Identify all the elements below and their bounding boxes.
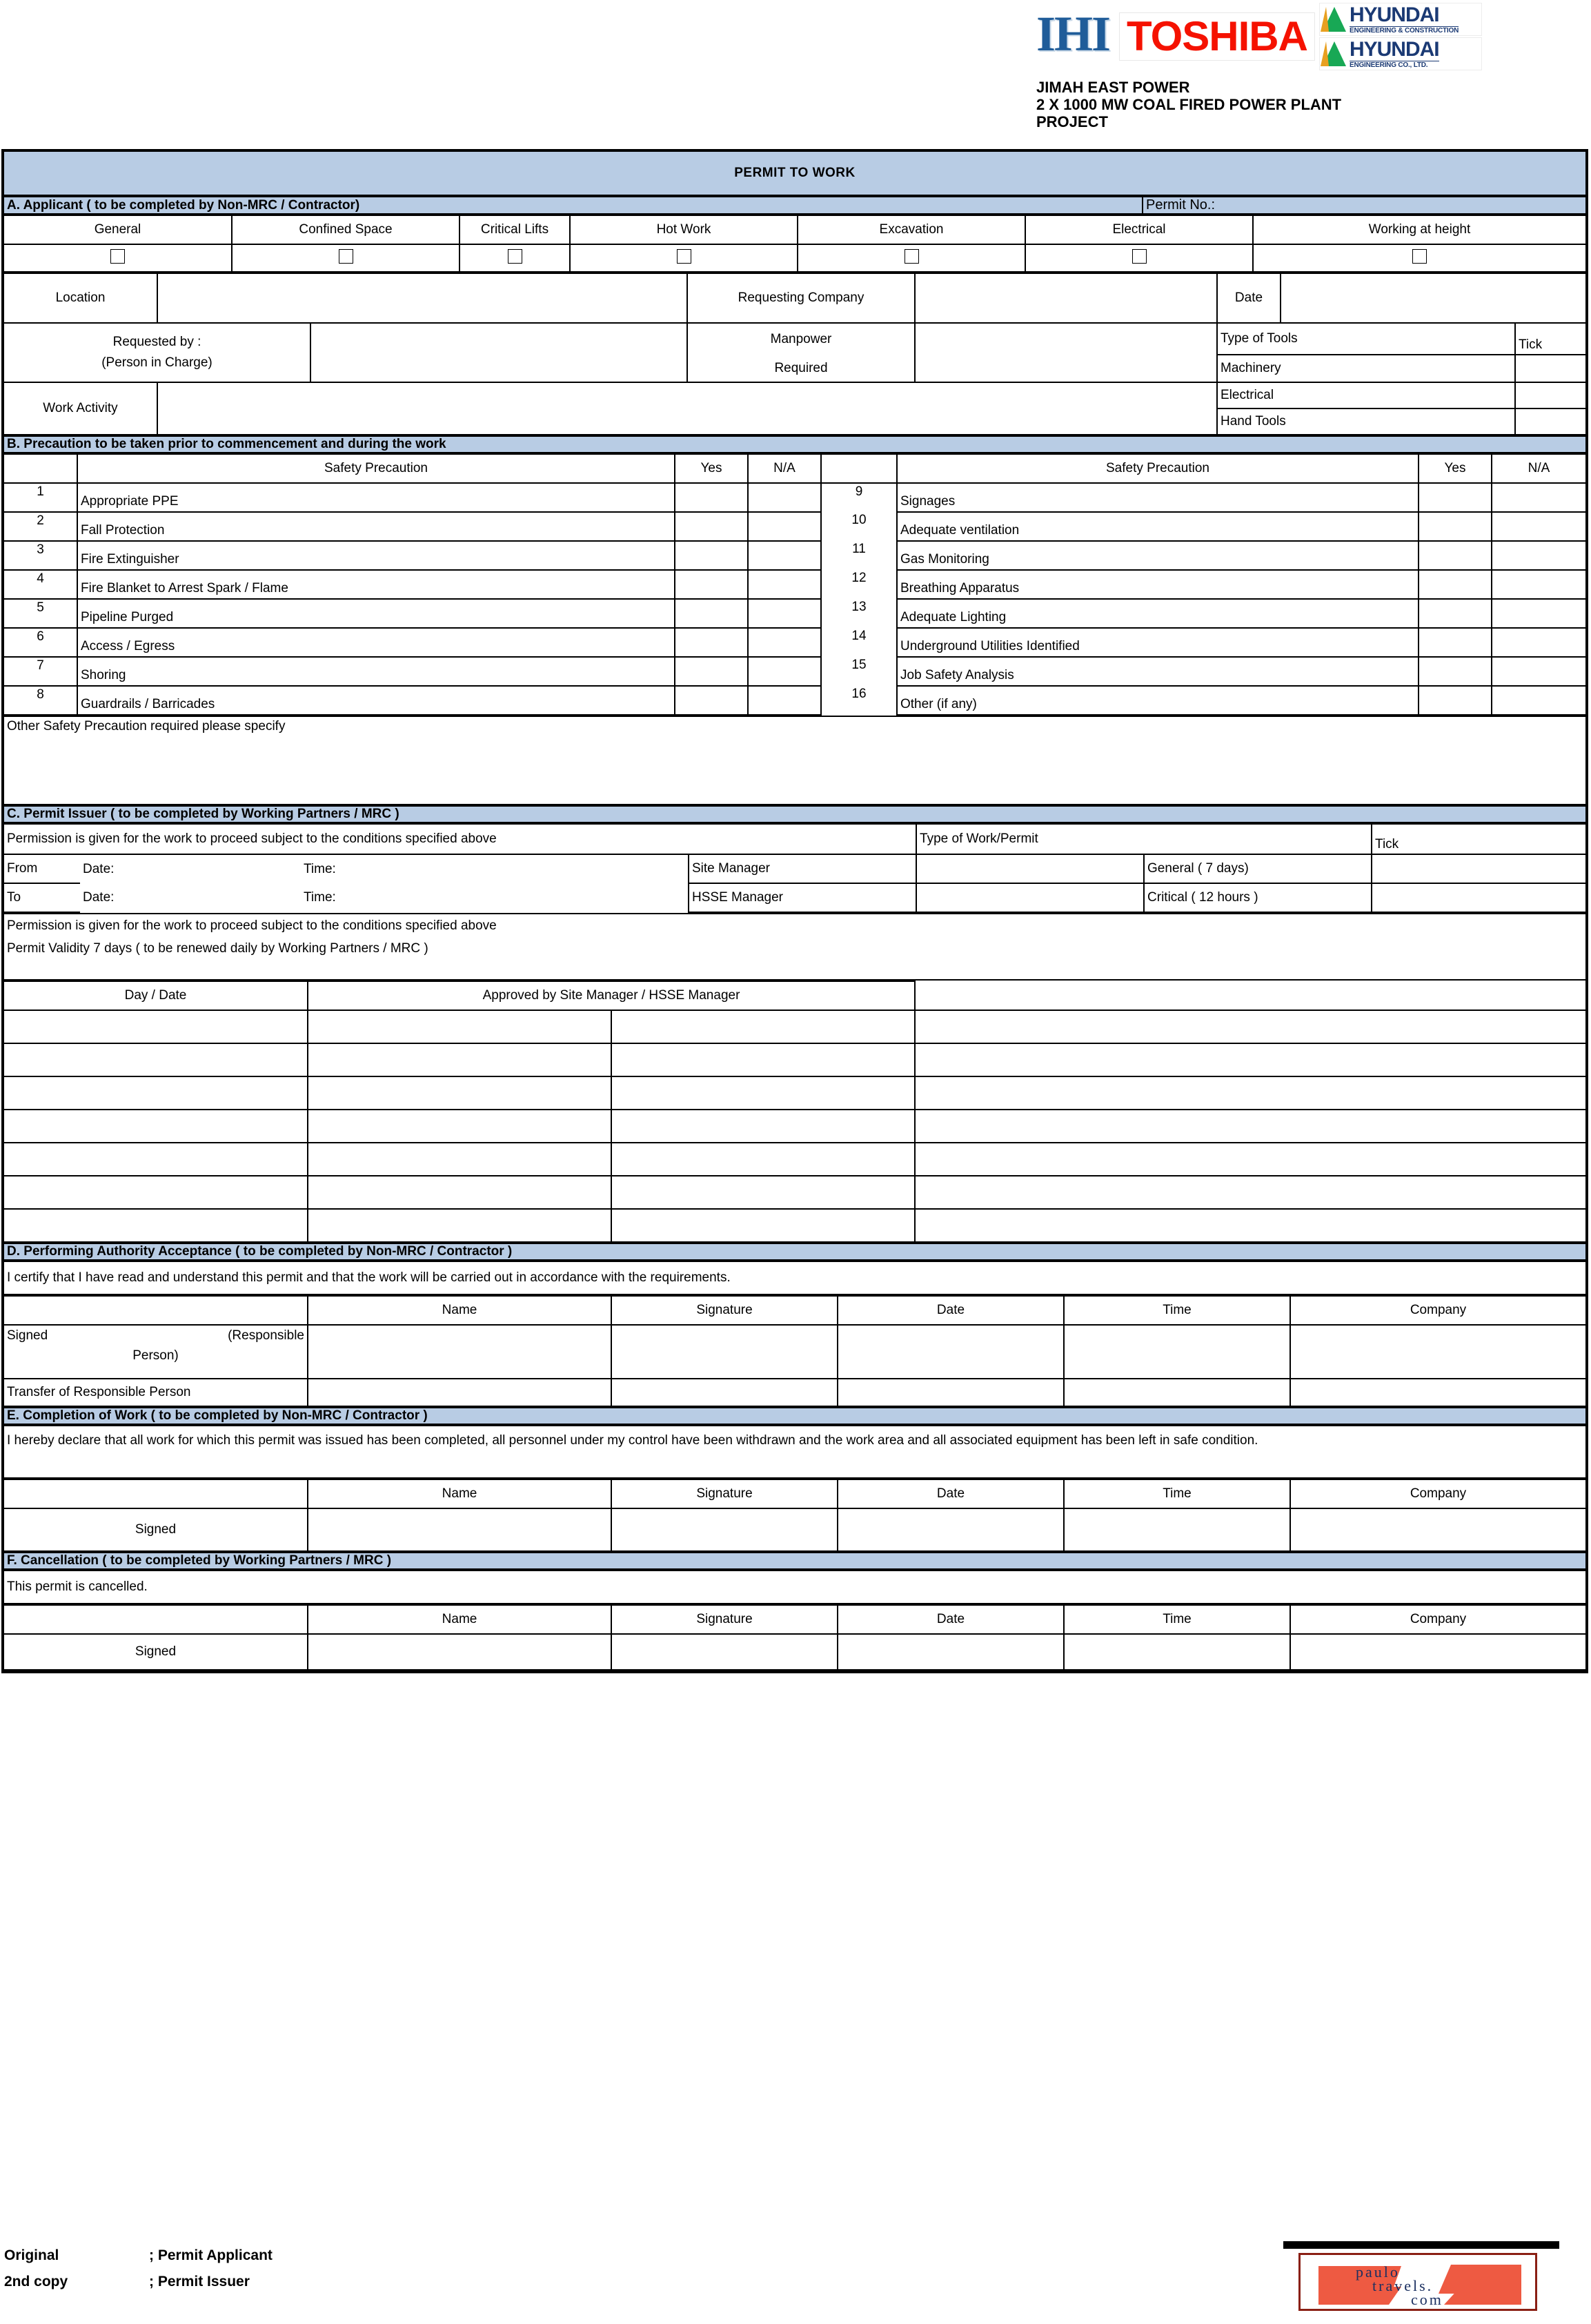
renewal-row xyxy=(4,1143,1585,1176)
permit-issuer-table xyxy=(4,823,1585,913)
precaution-yes-cell[interactable] xyxy=(675,628,748,657)
precaution-yes-cell[interactable] xyxy=(675,599,748,628)
precaution-na-cell[interactable] xyxy=(1492,599,1585,628)
precaution-na-cell[interactable] xyxy=(748,512,821,541)
work-type-label-electrical: Electrical xyxy=(1025,215,1253,244)
renewal-row xyxy=(4,1043,1585,1076)
other-precaution-label: Other Safety Precaution required please specify xyxy=(7,719,286,733)
work-type-checkbox-hotwork[interactable] xyxy=(570,244,798,272)
precaution-label: Adequate Lighting xyxy=(897,599,1419,628)
tools-row-handtools-label: Hand Tools xyxy=(1217,408,1515,435)
precaution-no: 15 xyxy=(851,658,867,672)
precaution-no: 7 xyxy=(4,657,77,686)
precaution-na-cell[interactable] xyxy=(748,570,821,599)
precaution-na-cell[interactable] xyxy=(1492,541,1585,570)
hsse-manager-value[interactable] xyxy=(916,883,1144,912)
renewal-col-approved-by: Approved by Site Manager / HSSE Manager xyxy=(308,981,915,1010)
hyundai-ec-logo xyxy=(1319,3,1482,36)
precaution-yes-cell[interactable] xyxy=(1419,628,1492,657)
renewal-spare-cell[interactable] xyxy=(915,1010,1585,1043)
permit-no-field[interactable] xyxy=(1143,197,1585,214)
renewal-approval-cell-2[interactable] xyxy=(611,1010,915,1043)
requesting-company-label: Requesting Company xyxy=(687,273,915,323)
precaution-no: 8 xyxy=(4,686,77,715)
section-e-header xyxy=(4,1407,1585,1425)
precaution-no: 9 xyxy=(855,484,863,499)
permit-validity-block xyxy=(4,913,1585,981)
precaution-label: Appropriate PPE xyxy=(77,483,675,512)
renewal-row xyxy=(4,1076,1585,1110)
left-no-header xyxy=(4,454,77,483)
manpower-label-1: Manpower xyxy=(687,323,915,355)
renewal-approval-cell-2[interactable] xyxy=(611,1076,915,1110)
renewal-approval-cell-2[interactable] xyxy=(611,1043,915,1076)
watermark-line-3: com xyxy=(1411,2291,1443,2308)
date-label-text: Date: xyxy=(83,861,115,876)
d-row2-date[interactable] xyxy=(838,1379,1064,1406)
renewal-day-date-cell[interactable] xyxy=(4,1176,308,1209)
d-row1-time[interactable] xyxy=(1064,1325,1290,1379)
site-manager-label: Site Manager xyxy=(689,854,916,883)
f-col-time: Time xyxy=(1064,1605,1290,1634)
footer-row-original xyxy=(4,2243,273,2269)
document-header xyxy=(1021,3,1587,145)
precaution-yes-cell[interactable] xyxy=(1419,686,1492,715)
d-responsible-text: (Responsible xyxy=(228,1328,304,1343)
tools-row-machinery-label: Machinery xyxy=(1217,355,1515,382)
renewal-approval-cell-1[interactable] xyxy=(308,1010,611,1043)
manpower-label-2: Required xyxy=(687,355,915,382)
renewal-spare-cell[interactable] xyxy=(915,1209,1585,1242)
section-d-certify-block xyxy=(4,1261,1585,1295)
project-line-1: JIMAH EAST POWER xyxy=(1036,79,1190,96)
section-b-heading: B. Precaution to be taken prior to commencement and during the work xyxy=(4,436,1585,453)
precaution-yes-cell[interactable] xyxy=(1419,512,1492,541)
section-d-heading: D. Performing Authority Acceptance ( to be completed by Non-MRC / Contractor ) xyxy=(4,1243,1585,1260)
precaution-label: Guardrails / Barricades xyxy=(77,686,675,715)
hyundai-eng-logo xyxy=(1319,37,1482,70)
f-row-label-header xyxy=(4,1605,308,1634)
performing-authority-table xyxy=(4,1295,1585,1407)
completion-table xyxy=(4,1479,1585,1552)
hyundai-triangle-icon xyxy=(1320,6,1347,33)
form-title-band xyxy=(4,152,1585,196)
d-row1-date[interactable] xyxy=(838,1325,1064,1379)
precaution-no: 11 xyxy=(852,542,866,556)
work-type-label-critical: Critical Lifts xyxy=(459,215,570,244)
tools-tick-header: Tick xyxy=(1515,323,1585,355)
safety-precaution-table xyxy=(4,453,1585,716)
renewal-day-date-cell[interactable] xyxy=(4,1209,308,1242)
from-label: From xyxy=(4,854,80,883)
declare-text: I hereby declare that all work for which this permit was issued has been completed, all personnel under my control have been withdrawn and the work area and all associated equipment has been left in safe condition. xyxy=(4,1426,1585,1478)
f-signed-label: Signed xyxy=(4,1634,308,1671)
site-manager-value[interactable] xyxy=(916,854,1144,883)
work-type-label-hotwork: Hot Work xyxy=(570,215,798,244)
work-type-label-height: Working at height xyxy=(1253,215,1585,244)
renewal-spare-cell[interactable] xyxy=(915,1143,1585,1176)
e-col-name: Name xyxy=(308,1479,611,1508)
work-permit-tick-header: Tick xyxy=(1372,824,1585,854)
work-type-checkbox-confined[interactable] xyxy=(232,244,459,272)
f-col-date: Date xyxy=(838,1605,1064,1634)
footer-2nd-copy-key: 2nd copy xyxy=(4,2274,68,2289)
renewal-day-date-cell[interactable] xyxy=(4,1043,308,1076)
d-row-label-header xyxy=(4,1296,308,1325)
section-e-heading: E. Completion of Work ( to be completed by Non-MRC / Contractor ) xyxy=(4,1408,1585,1424)
tools-row-handtools-tick[interactable] xyxy=(1515,408,1585,435)
section-f-heading: F. Cancellation ( to be completed by Working Partners / MRC ) xyxy=(4,1553,1585,1569)
precaution-na-cell[interactable] xyxy=(748,628,821,657)
precaution-yes-cell[interactable] xyxy=(675,657,748,686)
permit-no-label: Permit No.: xyxy=(1146,197,1216,213)
project-line-3: PROJECT xyxy=(1036,113,1108,130)
precaution-label: Underground Utilities Identified xyxy=(897,628,1419,657)
location-label: Location xyxy=(4,273,157,323)
precaution-label: Gas Monitoring xyxy=(897,541,1419,570)
right-no-header xyxy=(821,454,897,483)
renewal-approval-cell-2[interactable] xyxy=(611,1209,915,1242)
to-label: To xyxy=(4,883,80,912)
precaution-label: Fire Extinguisher xyxy=(77,541,675,570)
precaution-na-cell[interactable] xyxy=(748,541,821,570)
precaution-yes-cell[interactable] xyxy=(1419,599,1492,628)
precaution-row xyxy=(4,628,1585,657)
precaution-na-cell[interactable] xyxy=(1492,657,1585,686)
d-col-date: Date xyxy=(838,1296,1064,1325)
precaution-yes-cell[interactable] xyxy=(675,541,748,570)
daily-renewal-table xyxy=(4,981,1585,1243)
requested-by-line-1: Requested by : xyxy=(112,335,201,349)
right-precaution-header: Safety Precaution xyxy=(897,454,1419,483)
renewal-approval-cell-1[interactable] xyxy=(308,1176,611,1209)
precaution-na-cell[interactable] xyxy=(1492,570,1585,599)
d-row1-signature[interactable] xyxy=(611,1325,838,1379)
renewal-approval-cell-1[interactable] xyxy=(308,1143,611,1176)
renewal-approval-cell-2[interactable] xyxy=(611,1143,915,1176)
renewal-row xyxy=(4,1010,1585,1043)
section-a-heading: A. Applicant ( to be completed by Non-MRC / Contractor) xyxy=(4,197,1143,214)
precaution-na-cell[interactable] xyxy=(748,657,821,686)
renewal-day-date-cell[interactable] xyxy=(4,1143,308,1176)
hyundai-ec-name: HYUNDAI xyxy=(1349,3,1439,26)
renewal-row xyxy=(4,1176,1585,1209)
checkbox-icon xyxy=(677,249,691,264)
renewal-day-date-cell[interactable] xyxy=(4,1110,308,1143)
d-row2-time[interactable] xyxy=(1064,1379,1290,1406)
left-na-header: N/A xyxy=(748,454,821,483)
precaution-no: 16 xyxy=(851,687,867,701)
work-type-checkbox-height[interactable] xyxy=(1253,244,1585,272)
e-col-company: Company xyxy=(1290,1479,1585,1508)
precaution-yes-cell[interactable] xyxy=(675,686,748,715)
watermark-line-2: travels. xyxy=(1372,2277,1434,2294)
checkbox-icon xyxy=(1132,249,1147,264)
precaution-label: Adequate ventilation xyxy=(897,512,1419,541)
toshiba-logo-text: TOSHIBA xyxy=(1127,13,1307,59)
precaution-na-cell[interactable] xyxy=(1492,483,1585,512)
footer-original-val: ; Permit Applicant xyxy=(149,2247,273,2263)
d-col-time: Time xyxy=(1064,1296,1290,1325)
work-permit-tick-general[interactable] xyxy=(1372,854,1585,883)
precaution-na-cell[interactable] xyxy=(1492,512,1585,541)
right-yes-header: Yes xyxy=(1419,454,1492,483)
requested-by-value[interactable] xyxy=(310,323,687,382)
toshiba-logo xyxy=(1119,12,1315,61)
tools-row-electrical-label: Electrical xyxy=(1217,382,1515,408)
f-col-signature: Signature xyxy=(611,1605,838,1634)
renewal-spare-cell[interactable] xyxy=(915,1076,1585,1110)
e-row-company[interactable] xyxy=(1290,1508,1585,1551)
precaution-label: Job Safety Analysis xyxy=(897,657,1419,686)
e-col-time: Time xyxy=(1064,1479,1290,1508)
precaution-label: Pipeline Purged xyxy=(77,599,675,628)
e-row-signature[interactable] xyxy=(611,1508,838,1551)
permit-validity-cell xyxy=(4,914,1585,980)
d-row2-company[interactable] xyxy=(1290,1379,1585,1406)
precaution-yes-cell[interactable] xyxy=(675,570,748,599)
precaution-na-cell[interactable] xyxy=(748,686,821,715)
hsse-manager-label: HSSE Manager xyxy=(689,883,916,912)
footer-row-second-copy xyxy=(4,2269,273,2295)
checkbox-icon xyxy=(1412,249,1427,264)
paulotravels-watermark xyxy=(1298,2253,1537,2311)
renewal-approval-cell-1[interactable] xyxy=(308,1043,611,1076)
e-row-label-header xyxy=(4,1479,308,1508)
work-activity-label: Work Activity xyxy=(4,382,157,435)
d-signed-responsible-label xyxy=(4,1325,308,1379)
precaution-yes-cell[interactable] xyxy=(1419,657,1492,686)
f-row-date[interactable] xyxy=(838,1634,1064,1671)
tools-row-machinery-tick[interactable] xyxy=(1515,355,1585,382)
section-f-header xyxy=(4,1552,1585,1570)
d-signed-text: Signed xyxy=(7,1328,48,1343)
hyundai-eng-name: HYUNDAI xyxy=(1349,37,1439,61)
location-value[interactable] xyxy=(157,273,687,323)
checkbox-icon xyxy=(110,249,125,264)
renewal-approval-cell-2[interactable] xyxy=(611,1176,915,1209)
work-type-label-general: General xyxy=(4,215,232,244)
checkbox-icon xyxy=(508,249,522,264)
from-date-label[interactable] xyxy=(80,854,301,883)
project-line-2: 2 X 1000 MW COAL FIRED POWER PLANT xyxy=(1036,96,1342,113)
f-row-signature[interactable] xyxy=(611,1634,838,1671)
date-label: Date xyxy=(1217,273,1281,323)
renewal-col-day-date: Day / Date xyxy=(4,981,308,1010)
precaution-row xyxy=(4,686,1585,715)
section-a-header xyxy=(4,196,1585,215)
time-label-text: Time: xyxy=(304,890,336,905)
left-yes-header: Yes xyxy=(675,454,748,483)
precaution-label: Access / Egress xyxy=(77,628,675,657)
precaution-no: 12 xyxy=(851,571,867,585)
cancel-text: This permit is cancelled. xyxy=(4,1570,1585,1604)
e-col-signature: Signature xyxy=(611,1479,838,1508)
validity-text: Permit Validity 7 days ( to be renewed daily by Working Partners / MRC ) xyxy=(7,941,428,956)
precaution-label: Fire Blanket to Arrest Spark / Flame xyxy=(77,570,675,599)
precaution-no: 13 xyxy=(851,600,867,614)
precaution-na-cell[interactable] xyxy=(1492,686,1585,715)
section-b-header xyxy=(4,435,1585,453)
cancellation-table xyxy=(4,1604,1585,1673)
work-permit-row-general: General ( 7 days) xyxy=(1144,854,1372,883)
precaution-no: 2 xyxy=(4,512,77,541)
f-col-name: Name xyxy=(308,1605,611,1634)
section-f-cancel-block xyxy=(4,1570,1585,1604)
precaution-label: Shoring xyxy=(77,657,675,686)
renewal-approval-cell-1[interactable] xyxy=(308,1110,611,1143)
precaution-row xyxy=(4,599,1585,628)
to-date-label[interactable] xyxy=(80,883,301,912)
requested-by-line-2: (Person in Charge) xyxy=(101,355,213,370)
work-type-row xyxy=(4,215,1585,273)
precaution-yes-cell[interactable] xyxy=(675,483,748,512)
precaution-no: 1 xyxy=(4,483,77,512)
hyundai-ec-sub: ENGINEERING & CONSTRUCTION xyxy=(1349,26,1459,35)
work-type-label-confined: Confined Space xyxy=(232,215,459,244)
f-row-company[interactable] xyxy=(1290,1634,1585,1671)
d-col-company: Company xyxy=(1290,1296,1585,1325)
precaution-no: 14 xyxy=(851,629,867,643)
distribution-footer xyxy=(4,2243,273,2295)
hyundai-logo-group xyxy=(1319,3,1482,70)
checkbox-icon xyxy=(905,249,919,264)
precaution-no: 10 xyxy=(851,513,867,527)
hyundai-triangle-icon xyxy=(1320,40,1347,68)
left-precaution-header: Safety Precaution xyxy=(77,454,675,483)
work-activity-value[interactable] xyxy=(157,382,1217,435)
work-permit-row-critical: Critical ( 12 hours ) xyxy=(1144,883,1372,912)
precaution-label: Signages xyxy=(897,483,1419,512)
renewal-spare-cell[interactable] xyxy=(915,1176,1585,1209)
precaution-yes-cell[interactable] xyxy=(1419,570,1492,599)
precaution-row xyxy=(4,541,1585,570)
e-signed-label: Signed xyxy=(4,1508,308,1551)
precaution-yes-cell[interactable] xyxy=(675,512,748,541)
other-precaution-block xyxy=(4,716,1585,805)
right-na-header: N/A xyxy=(1492,454,1585,483)
precaution-header-row xyxy=(4,454,1585,483)
d-col-name: Name xyxy=(308,1296,611,1325)
requesting-company-value[interactable] xyxy=(915,273,1217,323)
work-permit-header: Type of Work/Permit xyxy=(916,824,1372,854)
to-time-field[interactable] xyxy=(301,883,689,912)
precaution-na-cell[interactable] xyxy=(748,483,821,512)
renewal-row xyxy=(4,1110,1585,1143)
e-row-date[interactable] xyxy=(838,1508,1064,1551)
logo-row xyxy=(1021,3,1587,70)
footer-rule xyxy=(1283,2241,1559,2249)
d-person-text: Person) xyxy=(132,1348,179,1363)
date-value[interactable] xyxy=(1281,273,1585,323)
e-col-date: Date xyxy=(838,1479,1064,1508)
section-e-declare-block xyxy=(4,1425,1585,1479)
watermark-shape-right-top xyxy=(1439,2265,1521,2294)
page-title: PERMIT TO WORK xyxy=(4,152,1585,195)
other-precaution-cell[interactable] xyxy=(4,716,1585,805)
d-row2-signature[interactable] xyxy=(611,1379,838,1406)
d-transfer-label: Transfer of Responsible Person xyxy=(4,1379,308,1406)
work-type-label-excavation: Excavation xyxy=(798,215,1025,244)
precaution-label: Breathing Apparatus xyxy=(897,570,1419,599)
footer-2nd-copy-val: ; Permit Issuer xyxy=(149,2274,250,2289)
work-type-checkbox-general[interactable] xyxy=(4,244,232,272)
permit-form xyxy=(1,149,1588,1673)
precaution-row xyxy=(4,570,1585,599)
d-col-signature: Signature xyxy=(611,1296,838,1325)
project-title xyxy=(1021,79,1587,130)
f-col-company: Company xyxy=(1290,1605,1585,1634)
applicant-details-table xyxy=(4,273,1585,435)
ihi-logo: IHI xyxy=(1036,6,1110,61)
e-row-time[interactable] xyxy=(1064,1508,1290,1551)
precaution-na-cell[interactable] xyxy=(1492,628,1585,657)
d-row1-company[interactable] xyxy=(1290,1325,1585,1379)
certify-text: I certify that I have read and understand this permit and that the work will be carried out in accordance with the requirements. xyxy=(4,1261,1585,1294)
precaution-no: 3 xyxy=(4,541,77,570)
precaution-row xyxy=(4,512,1585,541)
e-row-name[interactable] xyxy=(308,1508,611,1551)
precaution-row xyxy=(4,657,1585,686)
precaution-na-cell[interactable] xyxy=(748,599,821,628)
renewal-row xyxy=(4,1209,1585,1242)
section-c-heading: C. Permit Issuer ( to be completed by Working Partners / MRC ) xyxy=(4,806,1585,823)
f-row-name[interactable] xyxy=(308,1634,611,1671)
precaution-label: Fall Protection xyxy=(77,512,675,541)
precaution-yes-cell[interactable] xyxy=(1419,541,1492,570)
renewal-spare-cell[interactable] xyxy=(915,1043,1585,1076)
from-time-field[interactable] xyxy=(301,854,689,883)
renewal-approval-cell-2[interactable] xyxy=(611,1110,915,1143)
requested-by-label xyxy=(4,323,310,382)
permission-text-1: Permission is given for the work to proceed subject to the conditions specified above xyxy=(4,824,916,854)
precaution-no: 6 xyxy=(4,628,77,657)
work-type-checkbox-excavation[interactable] xyxy=(798,244,1025,272)
f-row-time[interactable] xyxy=(1064,1634,1290,1671)
work-type-checkbox-electrical[interactable] xyxy=(1025,244,1253,272)
renewal-day-date-cell[interactable] xyxy=(4,1010,308,1043)
precaution-row xyxy=(4,483,1585,512)
renewal-spare-cell[interactable] xyxy=(915,1110,1585,1143)
time-label-text: Time: xyxy=(304,861,336,876)
renewal-approval-cell-1[interactable] xyxy=(308,1076,611,1110)
date-label-text: Date: xyxy=(83,890,115,905)
manpower-value[interactable] xyxy=(915,323,1217,382)
precaution-no: 4 xyxy=(4,570,77,599)
precaution-yes-cell[interactable] xyxy=(1419,483,1492,512)
work-permit-tick-critical[interactable] xyxy=(1372,883,1585,912)
permission-text-2: Permission is given for the work to proceed subject to the conditions specified above xyxy=(7,918,497,933)
work-type-checkbox-critical[interactable] xyxy=(459,244,570,272)
hyundai-eng-sub: ENGINEERING CO., LTD. xyxy=(1350,61,1439,69)
d-row1-name[interactable] xyxy=(308,1325,611,1379)
section-c-header xyxy=(4,805,1585,823)
checkbox-icon xyxy=(339,249,353,264)
footer-original-key: Original xyxy=(4,2247,59,2263)
renewal-approval-cell-1[interactable] xyxy=(308,1209,611,1242)
tools-row-electrical-tick[interactable] xyxy=(1515,382,1585,408)
tools-header: Type of Tools xyxy=(1217,323,1515,355)
precaution-no: 5 xyxy=(4,599,77,628)
renewal-day-date-cell[interactable] xyxy=(4,1076,308,1110)
section-d-header xyxy=(4,1243,1585,1261)
renewal-col-spacer xyxy=(915,981,1585,1010)
d-row2-name[interactable] xyxy=(308,1379,611,1406)
precaution-label: Other (if any) xyxy=(897,686,1419,715)
watermark-line-1: paulo xyxy=(1356,2263,1400,2281)
